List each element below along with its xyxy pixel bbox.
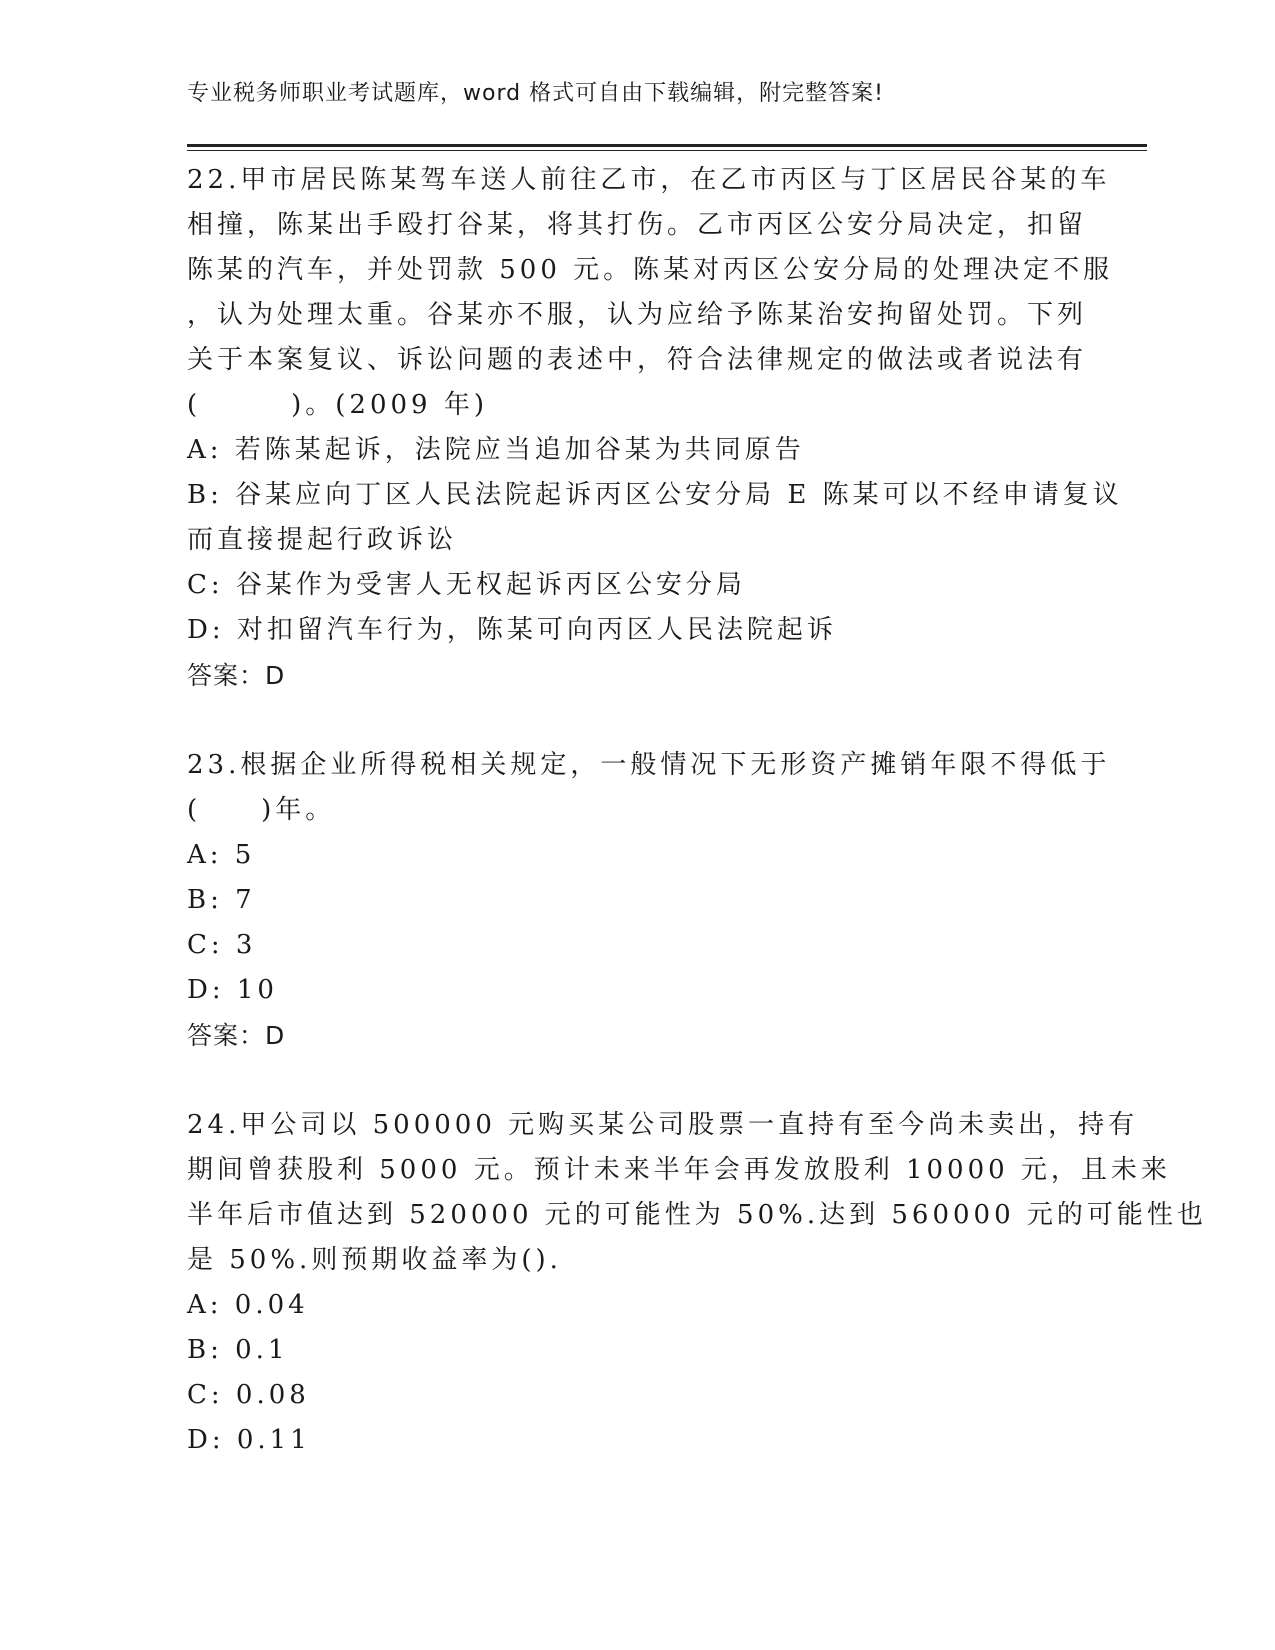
question-24-stem-line: 是 50%.则预期收益率为(). xyxy=(187,1245,562,1275)
question-22-stem-line: 陈某的汽车，并处罚款 500 元。陈某对丙区公安分局的处理决定不服 xyxy=(187,255,1114,285)
question-list xyxy=(187,158,1207,1463)
question-24-option-c: C: 0.08 xyxy=(187,1380,310,1410)
question-22-stem-line: 相撞，陈某出手殴打谷某，将其打伤。乙市丙区公安分局决定，扣留 xyxy=(187,210,1088,240)
spacer xyxy=(187,698,1077,743)
question-23-option-b: B: 7 xyxy=(187,885,256,915)
question-22-stem-line: 22.甲市居民陈某驾车送人前往乙市，在乙市丙区与丁区居民谷某的车 xyxy=(187,165,1111,195)
question-22-stem-line: 关于本案复议、诉讼问题的表述中，符合法律规定的做法或者说法有 xyxy=(187,345,1088,375)
header-rule-thin xyxy=(187,150,1147,151)
spacer xyxy=(187,1058,1077,1103)
question-22-stem-line: ，认为处理太重。谷某亦不服，认为应给予陈某治安拘留处罚。下列 xyxy=(187,300,1088,330)
page-header: 专业税务师职业考试题库，word 格式可自由下载编辑，附完整答案! xyxy=(187,81,884,106)
question-23-stem-line: 23.根据企业所得税相关规定，一般情况下无形资产摊销年限不得低于 xyxy=(187,750,1111,780)
question-24-option-d: D: 0.11 xyxy=(187,1425,311,1455)
question-22-option-b: B: 谷某应向丁区人民法院起诉丙区公安分局 E 陈某可以不经申请复议 xyxy=(187,480,1123,510)
question-22-option-c: C: 谷某作为受害人无权起诉丙区公安分局 xyxy=(187,570,746,600)
question-24-stem-line: 半年后市值达到 520000 元的可能性为 50%.达到 560000 元的可能性也 xyxy=(187,1200,1207,1230)
question-22-answer: 答案：D xyxy=(187,661,286,690)
question-22-stem-line: ( )。(2009 年) xyxy=(187,390,489,420)
question-23-option-a: A: 5 xyxy=(187,840,256,870)
question-22 xyxy=(187,158,1123,698)
question-24 xyxy=(187,1103,1207,1463)
question-23-answer: 答案：D xyxy=(187,1021,286,1050)
question-24-stem-line: 24.甲公司以 500000 元购买某公司股票一直持有至今尚未卖出，持有 xyxy=(187,1110,1139,1140)
question-24-option-b: B: 0.1 xyxy=(187,1335,289,1365)
question-22-option-a: A: 若陈某起诉，法院应当追加谷某为共同原告 xyxy=(187,435,805,465)
question-22-option-d: D: 对扣留汽车行为，陈某可向丙区人民法院起诉 xyxy=(187,615,837,645)
question-23 xyxy=(187,743,1111,1058)
question-24-option-a: A: 0.04 xyxy=(187,1290,309,1320)
question-23-option-c: C: 3 xyxy=(187,930,257,960)
question-23-option-d: D: 10 xyxy=(187,975,278,1005)
header-rule-thick xyxy=(187,144,1147,147)
question-24-stem-line: 期间曾获股利 5000 元。预计未来半年会再发放股利 10000 元，且未来 xyxy=(187,1155,1171,1185)
question-23-stem-line: ( )年。 xyxy=(187,795,336,825)
question-22-option-b-cont: 而直接提起行政诉讼 xyxy=(187,525,458,555)
